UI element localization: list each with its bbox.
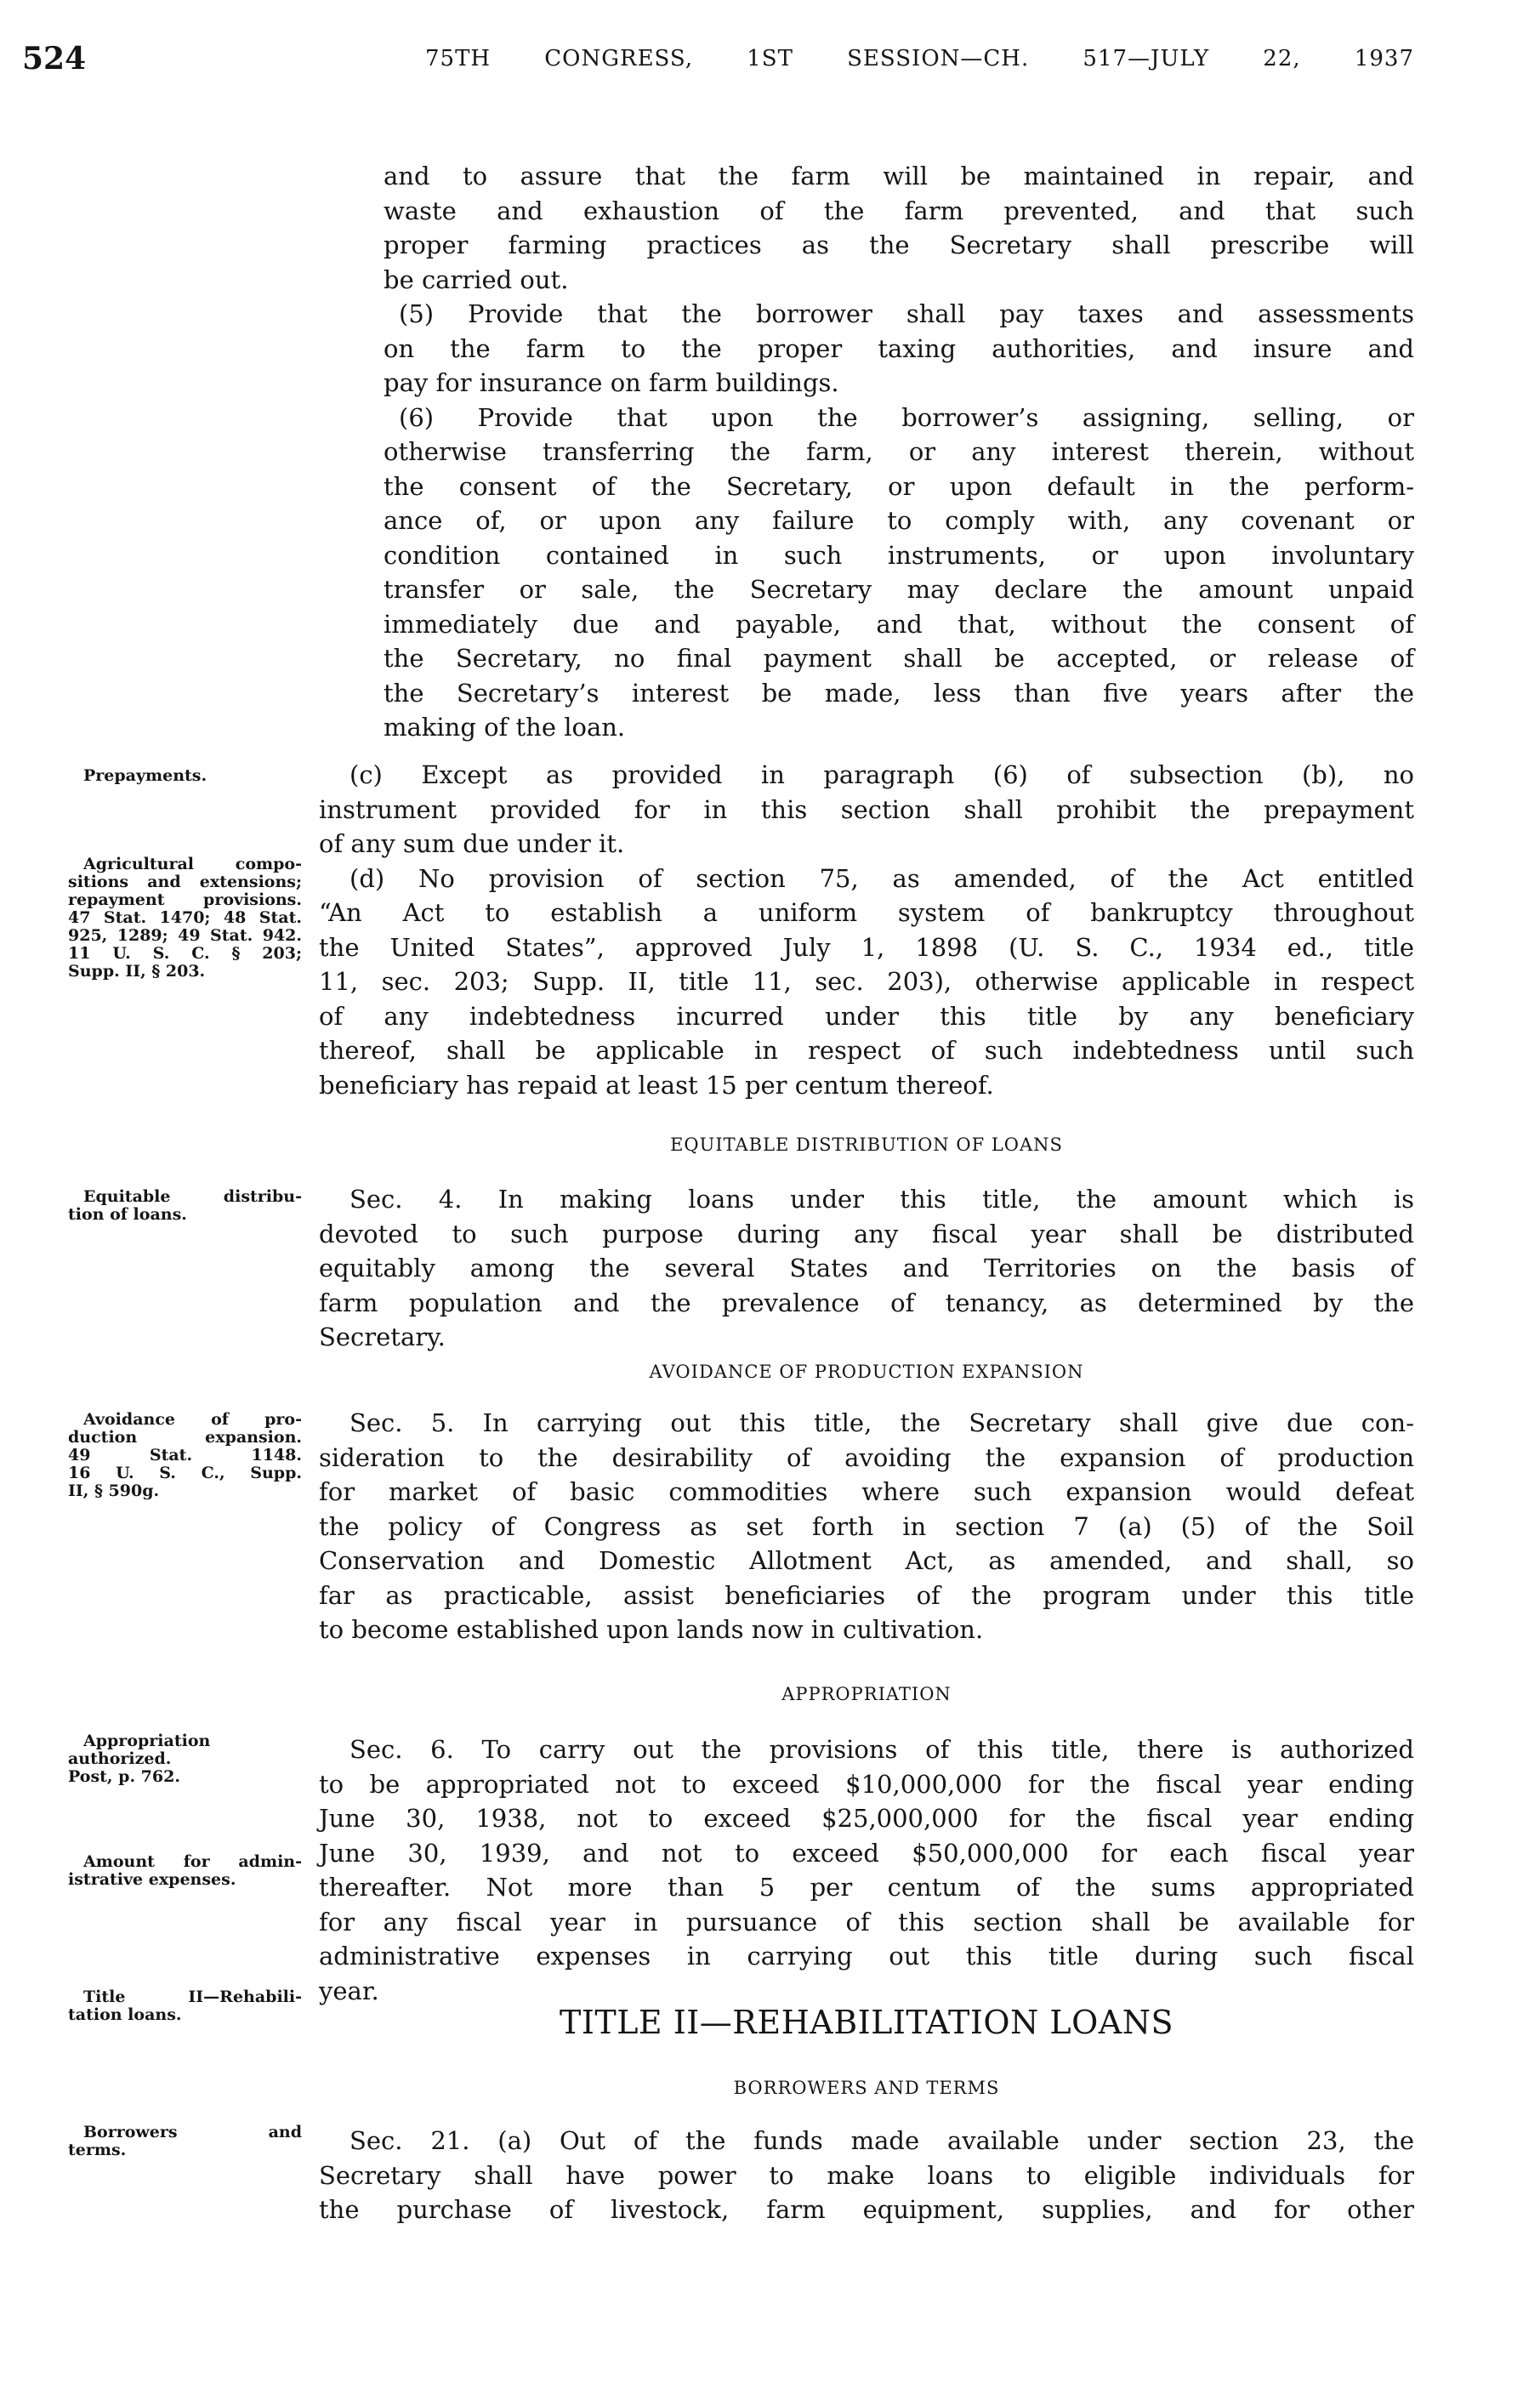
text-line: repayment provisions. [68, 890, 302, 909]
text-line: 11 U. S. C. § 203; [68, 944, 302, 963]
page-number: 524 [22, 41, 87, 77]
text-line: devoted to such purpose during any fiscal year shall be distributed [319, 1219, 1414, 1248]
text-line: the consent of the Secretary, or upon default in the perform- [384, 471, 1414, 501]
text-line: the United States”, approved July 1, 1898 (U. S. C., 1934 ed., title [319, 932, 1414, 962]
heading-appropriation: APPROPRIATION [781, 1684, 952, 1704]
text-line: condition contained in such instruments, or upon involuntary [384, 540, 1414, 570]
paragraph [319, 758, 1414, 862]
paragraph [319, 862, 1414, 1103]
margin-note-admin-expenses [68, 1853, 302, 1889]
title-ii-heading: TITLE II—REHABILITATION LOANS [560, 2004, 1173, 2041]
text-line: farm population and the prevalence of tenancy, as determined by the [319, 1288, 1414, 1317]
text-line: waste and exhaustion of the farm prevented, and that such [384, 196, 1414, 225]
text-line: to be appropriated not to exceed $10,000,000 for the fiscal year ending [319, 1769, 1414, 1799]
text-line: far as practicable, assist beneficiaries of the program under this title [319, 1580, 1414, 1610]
section-4 [319, 1182, 1414, 1355]
text-line: transfer or sale, the Secretary may declare the amount unpaid [384, 575, 1414, 604]
text-line: 16 U. S. C., Supp. [68, 1464, 302, 1482]
text-line: Secretary. [319, 1322, 446, 1351]
text-line: June 30, 1939, and not to exceed $50,000,000 for each fiscal year [319, 1838, 1414, 1868]
text-line: sitions and extensions; [68, 873, 302, 891]
text-line: (d) No provision of section 75, as amended, of the Act entitled [349, 863, 1414, 893]
subsection-b-list [384, 159, 1414, 745]
margin-note-avoidance [68, 1411, 302, 1500]
heading-avoidance: AVOIDANCE OF PRODUCTION EXPANSION [649, 1362, 1084, 1382]
text-line: instrument provided for in this section shall prohibit the prepayment [319, 794, 1414, 824]
text-line: beneficiary has repaid at least 15 per centum thereof. [319, 1070, 994, 1100]
text-line: Borrowers and [83, 2123, 302, 2141]
text-line: Agricultural compo- [83, 855, 302, 873]
text-line: Title II—Rehabili- [83, 1988, 302, 2006]
text-line: pay for insurance on farm buildings. [384, 368, 839, 397]
paragraph [319, 1406, 1414, 1647]
text-line: and to assure that the farm will be maintained in repair, and [384, 162, 1414, 191]
text-line: equitably among the several States and Territories on the basis of [319, 1254, 1414, 1282]
text-line: Sec. 6. To carry out the provisions of this title, there is authorized [349, 1735, 1414, 1764]
text-line: of any indebtedness incurred under this title by any beneficiary [319, 1001, 1414, 1031]
text-line: (5) Provide that the borrower shall pay taxes and assessments [399, 299, 1414, 328]
margin-note-title-ii [68, 1988, 302, 2024]
text-line: 925, 1289; 49 Stat. 942. [68, 926, 302, 945]
margin-note-prepayments [68, 767, 302, 785]
text-line: on the farm to the proper taxing authorities, and insure and [384, 333, 1414, 363]
running-head: 75TH CONGRESS, 1ST SESSION—CH. 517—JULY 22, 1937 [425, 46, 1414, 71]
margin-note-borrowers [68, 2124, 302, 2159]
paragraph [319, 1182, 1414, 1355]
text-line: proper farming practices as the Secretary shall prescribe will [384, 230, 1414, 259]
text-line: Appropriation [83, 1732, 211, 1750]
text-line: administrative expenses in carrying out this title during such fiscal [319, 1942, 1414, 1971]
text-line: Conservation and Domestic Allotment Act, as amended, and shall, so [319, 1546, 1414, 1575]
text-line: sideration to the desirability of avoiding the expansion of production [319, 1442, 1414, 1472]
text-line: Supp. II, § 203. [68, 962, 206, 981]
text-line: duction expansion. [68, 1428, 302, 1447]
text-line: Amount for admin- [83, 1852, 302, 1871]
paragraph [384, 297, 1414, 401]
paragraph [384, 159, 1414, 297]
text-line: tation loans. [68, 2005, 182, 2024]
text-line: year. [319, 1976, 379, 2005]
subsections-c-d [319, 758, 1414, 1102]
text-line: Avoidance of pro- [83, 1410, 302, 1429]
text-line: the Secretary, no final payment shall be accepted, or release of [384, 644, 1414, 673]
text-line: Prepayments. [83, 766, 207, 785]
text-line: June 30, 1938, not to exceed $25,000,000 for the fiscal year ending [319, 1804, 1414, 1833]
margin-note-agricultural-compositions [68, 856, 302, 981]
margin-note-equitable-distribution [68, 1188, 302, 1224]
text-line: the policy of Congress as set forth in section 7 (a) (5) of the Soil [319, 1511, 1414, 1541]
text-line: 49 Stat. 1148. [68, 1446, 302, 1464]
heading-equitable-distribution: EQUITABLE DISTRIBUTION OF LOANS [670, 1135, 1063, 1155]
section-5 [319, 1406, 1414, 1647]
text-line: 47 Stat. 1470; 48 Stat. [68, 908, 302, 927]
text-line: Equitable distribu- [83, 1187, 302, 1206]
text-line: thereof, shall be applicable in respect of such indebtedness until such [319, 1036, 1414, 1065]
text-line: 11, sec. 203; Supp. II, title 11, sec. 203), otherwise applicable in respect [319, 967, 1414, 996]
text-line: the Secretary’s interest be made, less than five years after the [384, 678, 1414, 708]
section-21 [319, 2124, 1414, 2227]
text-line: Sec. 4. In making loans under this title, the amount which is [349, 1185, 1414, 1214]
text-line: Sec. 21. (a) Out of the funds made available under section 23, the [349, 2126, 1414, 2155]
text-line: authorized. [68, 1749, 172, 1768]
text-line: istrative expenses. [68, 1870, 236, 1889]
text-line: for market of basic commodities where such expansion would defeat [319, 1477, 1414, 1506]
text-line: making of the loan. [384, 713, 626, 742]
text-line: II, § 590g. [68, 1482, 160, 1500]
text-line: immediately due and payable, and that, without the consent of [384, 609, 1414, 639]
text-line: be carried out. [384, 264, 569, 294]
text-line: of any sum due under it. [319, 829, 625, 858]
text-line: Secretary shall have power to make loans to eligible individuals for [319, 2160, 1414, 2190]
paragraph [384, 401, 1414, 745]
text-line: to become established upon lands now in cultivation. [319, 1615, 984, 1644]
text-line: tion of loans. [68, 1205, 187, 1224]
text-line: Post, p. 762. [68, 1767, 180, 1786]
text-line: ance of, or upon any failure to comply with, any covenant or [384, 506, 1414, 535]
text-line: Sec. 5. In carrying out this title, the Secretary shall give due con- [349, 1408, 1414, 1437]
text-line: the purchase of livestock, farm equipment, supplies, and for other [319, 2195, 1414, 2224]
text-line: (c) Except as provided in paragraph (6) of subsection (b), no [349, 760, 1414, 789]
text-line: “An Act to establish a uniform system of bankruptcy throughout [319, 898, 1414, 927]
section-6 [319, 1732, 1414, 2008]
text-line: terms. [68, 2141, 127, 2159]
heading-borrowers-terms: BORROWERS AND TERMS [733, 2078, 1000, 2098]
margin-note-appropriation [68, 1732, 302, 1786]
text-line: (6) Provide that upon the borrower’s assigning, selling, or [399, 402, 1414, 432]
paragraph [319, 1732, 1414, 2008]
text-line: thereafter. Not more than 5 per centum of the sums appropriated [319, 1873, 1414, 1902]
text-line: otherwise transferring the farm, or any interest therein, without [384, 437, 1414, 466]
text-line: for any fiscal year in pursuance of this section shall be available for [319, 1907, 1414, 1937]
paragraph [319, 2124, 1414, 2227]
